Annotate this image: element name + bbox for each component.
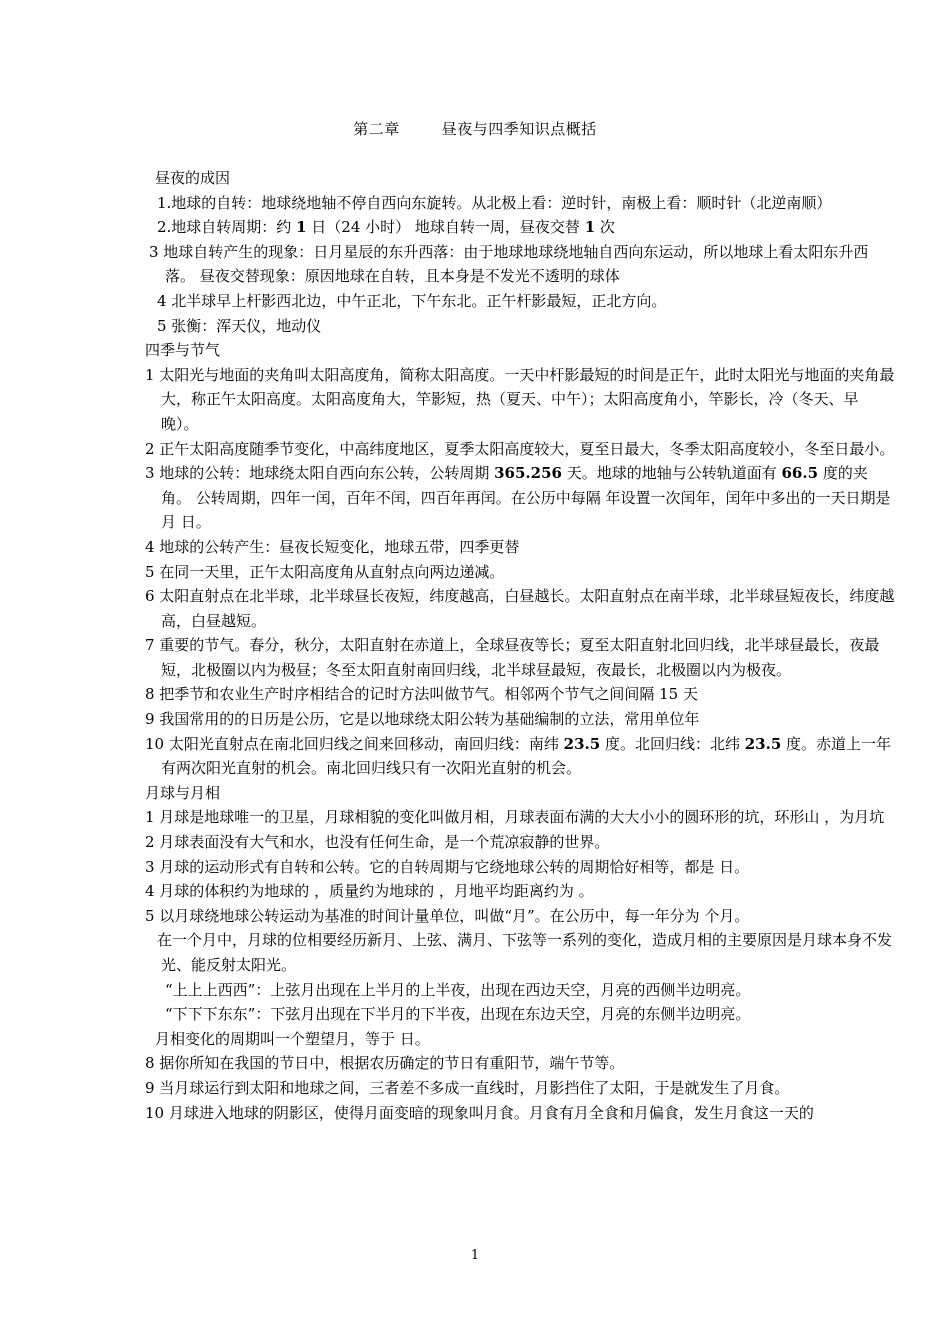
paragraph: 7 重要的节气。春分，秋分，太阳直射在赤道上，全球昼夜等长；夏至太阳直射北回归线，北半球昼最长，夜最短，北极圈以内为极昼；冬至太阳直射南回归线，北半球昼最短，夜最长，北极圈以内为极夜。: [145, 636, 880, 679]
section-heading-seasons: 四季与节气: [145, 341, 221, 360]
paragraph: 4 北半球早上杆影西北边，中午正北，下午东北。正午杆影最短，正北方向。: [157, 291, 667, 310]
chapter-label: 第二章: [353, 120, 400, 138]
paragraph: 月相变化的周期叫一个塑望月，等于 日。: [155, 1029, 430, 1048]
paragraph: 3 地球的公转：地球绕太阳自西向东公转，公转周期 365.256 天。地球的地轴与公转轨道面有 66.5 度的夹角。 公转周期，四年一闰，百年不闰，四百年再闰。在公历中每隔 年设置一次闰年，闰年中多出的一天日期是 月 日。: [145, 464, 891, 532]
section-heading-moon: 月球与月相: [145, 783, 221, 802]
paragraph: 10 太阳光直射点在南北回归线之间来回移动，南回归线：南纬 23.5 度。北回归线：北纬 23.5 度。赤道上一年有两次阳光直射的机会。南北回归线只有一次阳光直射的机会。: [145, 734, 892, 778]
paragraph: “下下下东东”：下弦月出现在下半月的下半夜，出现在东边天空，月亮的东侧半边明亮。: [165, 1005, 751, 1024]
paragraph: 10 月球进入地球的阴影区，使得月面变暗的现象叫月食。月食有月全食和月偏食，发生月食这一天的: [145, 1103, 814, 1122]
paragraph: 1 太阳光与地面的夹角叫太阳高度角，简称太阳高度。一天中杆影最短的时间是正午，此时太阳光与地面的夹角最大，称正午太阳高度。太阳高度角大，竿影短，热（夏天、中午）；太阳高度角小，竿影长，冷（冬天、早晚）。: [145, 365, 895, 433]
paragraph: 3 月球的运动形式有自转和公转。它的自转周期与它绕地球公转的周期恰好相等，都是 日。: [145, 857, 750, 876]
paragraph: 1.地球的自转：地球绕地轴不停自西向东旋转。从北极上看：逆时针，南极上看：顺时针（北逆南顺）: [157, 193, 832, 212]
paragraph: 在一个月中，月球的位相要经历新月、上弦、满月、下弦等一系列的变化，造成月相的主要原因是月球本身不发光、能反射太阳光。: [157, 931, 893, 974]
paragraph: 4 地球的公转产生：昼夜长短变化，地球五带，四季更替: [145, 537, 520, 556]
document-body: [145, 166, 895, 1125]
paragraph: 6 太阳直射点在北半球，北半球昼长夜短，纬度越高，白昼越长。太阳直射点在南半球，北半球昼短夜长，纬度越高，白昼越短。: [145, 587, 895, 630]
section-heading-day-night: 昼夜的成因: [155, 169, 231, 187]
paragraph: 4 月球的体积约为地球的 ，质量约为地球的 ，月地平均距离约为 。: [145, 882, 594, 901]
paragraph: 5 张衡：浑天仪，地动仪: [157, 316, 322, 335]
page-title: [0, 118, 950, 139]
paragraph: 9 我国常用的的日历是公历，它是以地球绕太阳公转为基础编制的立法，常用单位年: [145, 710, 700, 729]
paragraph: 2.地球自转周期：约 1 日（24 小时） 地球自转一周，昼夜交替 1 次: [157, 218, 615, 237]
paragraph: “上上上西西”：上弦月出现在上半月的上半夜，出现在西边天空，月亮的西侧半边明亮。: [165, 980, 751, 999]
paragraph: 5 在同一天里，正午太阳高度角从直射点向两边递减。: [145, 562, 505, 581]
paragraph: 9 当月球运行到太阳和地球之间，三者差不多成一直线时，月影挡住了太阳，于是就发生了月食。: [145, 1078, 790, 1097]
page-number: 1: [470, 1248, 480, 1263]
paragraph: 8 据你所知在我国的节日中，根据农历确定的节日有重阳节，端午节等。: [145, 1054, 625, 1073]
paragraph: 1 月球是地球唯一的卫星，月球相貌的变化叫做月相，月球表面布满的大大小小的圆环形的坑，环形山 ，为月坑: [145, 808, 885, 827]
paragraph: 2 正午太阳高度随季节变化，中高纬度地区，夏季太阳高度较大，夏至日最大，冬季太阳高度较小，冬至日最小。: [145, 439, 895, 458]
paragraph: 2 月球表面没有大气和水，也没有任何生命，是一个荒凉寂静的世界。: [145, 833, 610, 852]
paragraph: 8 把季节和农业生产时序相结合的记时方法叫做节气。相邻两个节气之间间隔 15 天: [145, 685, 698, 704]
chapter-name: 昼夜与四季知识点概括: [441, 120, 597, 138]
paragraph: 3 地球自转产生的现象：日月星辰的东升西落：由于地球地球绕地轴自西向东运动，所以地球上看太阳东升西落。 昼夜交替现象：原因地球在自转，且本身是不发光不透明的球体: [149, 242, 869, 286]
paragraph: 5 以月球绕地球公转运动为基准的时间计量单位，叫做“月”。在公历中，每一年分为 个月。: [145, 906, 750, 925]
